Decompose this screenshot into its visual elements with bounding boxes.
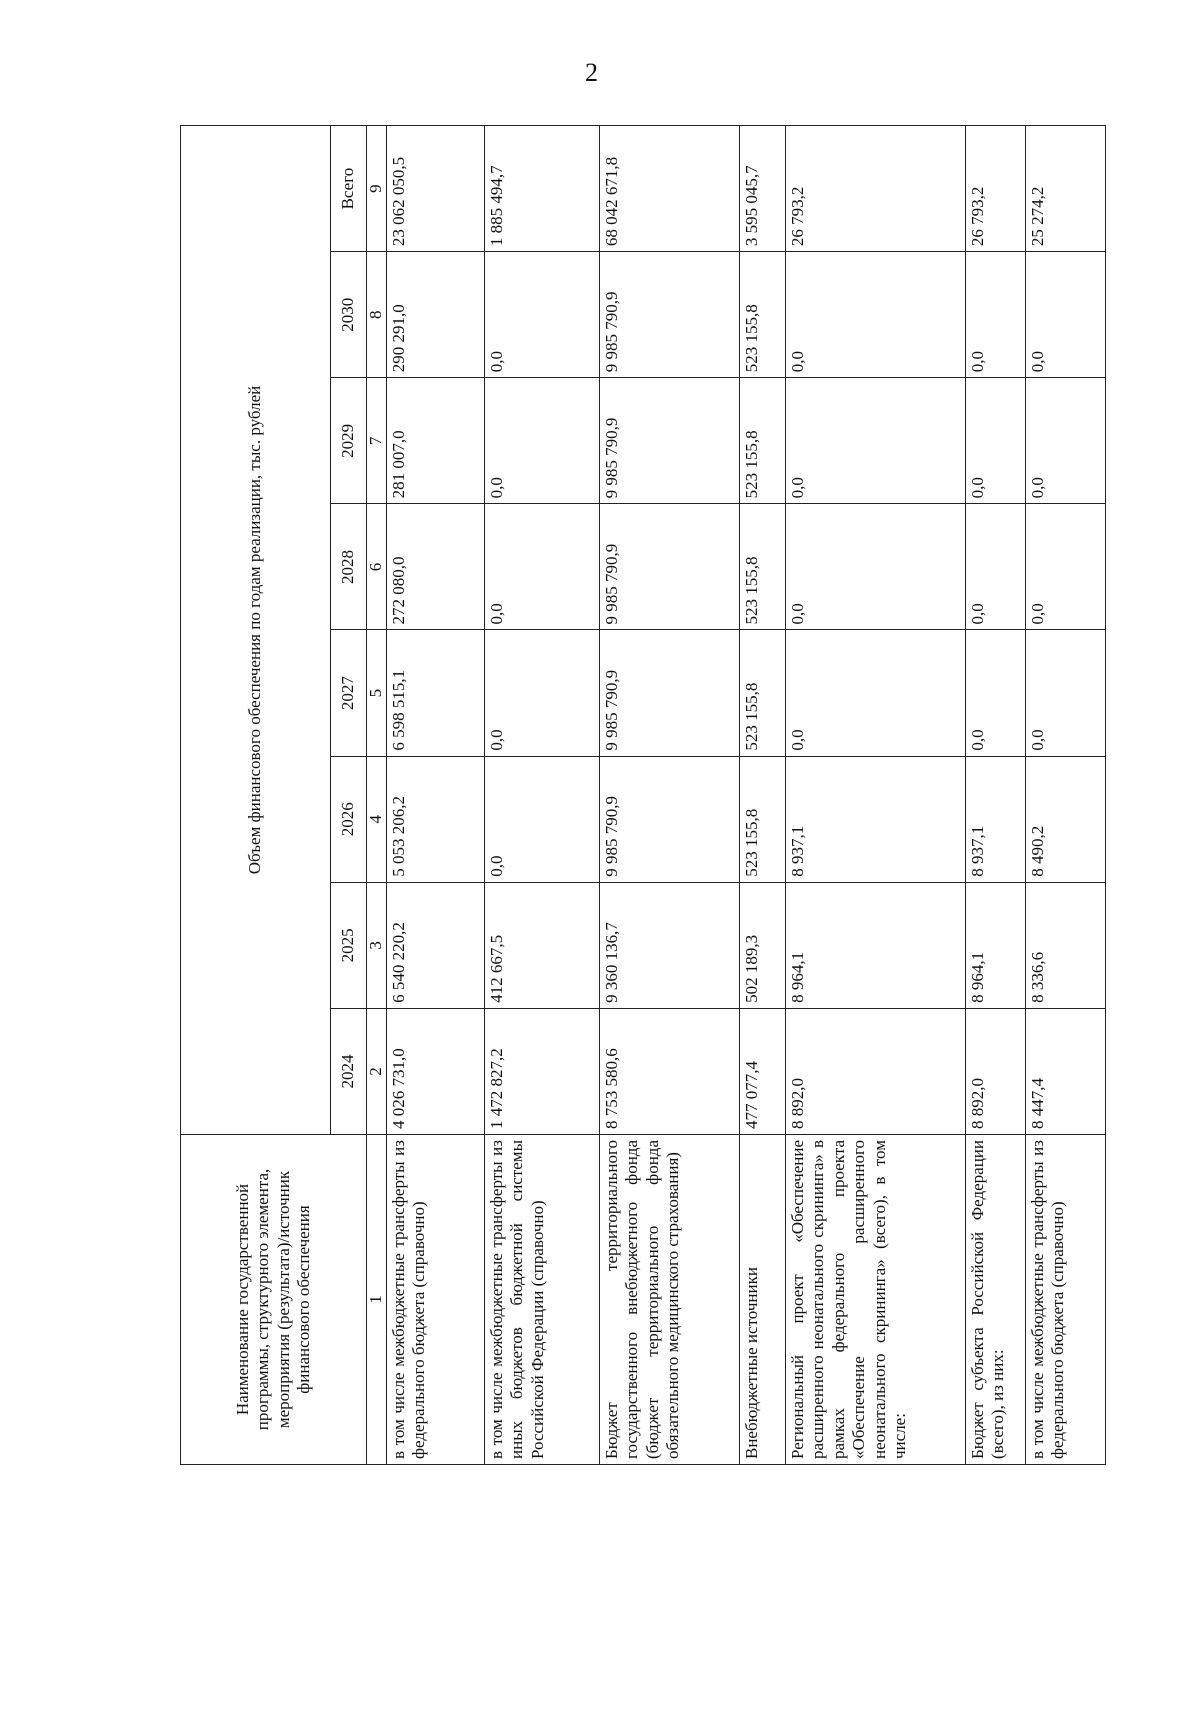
row-value-4: 523 155,8: [740, 504, 786, 630]
row-value-3: 0,0: [485, 630, 600, 756]
row-value-2: 0,0: [485, 756, 600, 882]
header-name-column: Наименование государственной программы, структурного элемента, мероприятия (результата)/источник финансового обеспечения: [181, 1135, 367, 1465]
row-value-7: 26 793,2: [786, 126, 966, 252]
row-value-1: 9 360 136,7: [600, 882, 740, 1008]
header-year-0: 2024: [331, 1008, 367, 1134]
table-row: [966, 126, 1026, 1465]
page-number: 2: [585, 58, 598, 87]
header-year-5: 2029: [331, 378, 367, 504]
row-name: Бюджет субъекта Российской Федерации (всего), из них:: [966, 1135, 1026, 1465]
row-value-0: 8 892,0: [786, 1008, 966, 1134]
row-value-3: 523 155,8: [740, 630, 786, 756]
row-value-1: 412 667,5: [485, 882, 600, 1008]
row-value-0: 8 447,4: [1026, 1008, 1106, 1134]
financing-table: [180, 125, 1106, 1465]
header-year-3: 2027: [331, 630, 367, 756]
row-value-2: 5 053 206,2: [387, 756, 485, 882]
header-year-1: 2025: [331, 882, 367, 1008]
row-value-3: 9 985 790,9: [600, 630, 740, 756]
row-value-6: 0,0: [786, 252, 966, 378]
row-value-7: 3 595 045,7: [740, 126, 786, 252]
header-year-2: 2026: [331, 756, 367, 882]
row-value-7: 25 274,2: [1026, 126, 1106, 252]
row-value-5: 0,0: [485, 378, 600, 504]
column-index-3: 4: [367, 756, 387, 882]
column-index-8: 9: [367, 126, 387, 252]
column-index-1: 2: [367, 1008, 387, 1134]
row-name: в том числе межбюджетные трансферты из федерального бюджета (справочно): [1026, 1135, 1106, 1465]
table-row: [387, 126, 485, 1465]
header-group: Объем финансового обеспечения по годам реализации, тыс. рублей: [181, 126, 331, 1135]
row-value-6: 523 155,8: [740, 252, 786, 378]
row-value-5: 0,0: [966, 378, 1026, 504]
row-value-5: 0,0: [786, 378, 966, 504]
column-index-4: 5: [367, 630, 387, 756]
row-value-3: 0,0: [966, 630, 1026, 756]
row-value-0: 1 472 827,2: [485, 1008, 600, 1134]
row-value-2: 8 937,1: [786, 756, 966, 882]
table-row: [740, 126, 786, 1465]
row-name: Бюджет территориального государственного внебюджетного фонда (бюджет территориального фонда обязательного медицинского страхования): [600, 1135, 740, 1465]
table-row: [1026, 126, 1106, 1465]
row-value-5: 9 985 790,9: [600, 378, 740, 504]
row-value-6: 0,0: [966, 252, 1026, 378]
row-value-4: 9 985 790,9: [600, 504, 740, 630]
row-value-0: 4 026 731,0: [387, 1008, 485, 1134]
table-row: [485, 126, 600, 1465]
row-value-0: 477 077,4: [740, 1008, 786, 1134]
row-value-1: 8 964,1: [966, 882, 1026, 1008]
column-index-7: 8: [367, 252, 387, 378]
row-value-3: 0,0: [1026, 630, 1106, 756]
row-value-3: 0,0: [786, 630, 966, 756]
row-value-6: 0,0: [1026, 252, 1106, 378]
rotated-table-container: [180, 125, 1105, 1465]
column-index-2: 3: [367, 882, 387, 1008]
row-value-1: 6 540 220,2: [387, 882, 485, 1008]
row-value-4: 0,0: [786, 504, 966, 630]
row-name: Внебюджетные источники: [740, 1135, 786, 1465]
row-value-1: 8 964,1: [786, 882, 966, 1008]
row-value-5: 523 155,8: [740, 378, 786, 504]
row-name: в том числе межбюджетные трансферты из иных бюджетов бюджетной системы Российской Федерации (справочно): [485, 1135, 600, 1465]
row-value-2: 8 937,1: [966, 756, 1026, 882]
row-value-5: 281 007,0: [387, 378, 485, 504]
row-value-3: 6 598 515,1: [387, 630, 485, 756]
row-value-6: 9 985 790,9: [600, 252, 740, 378]
table-row: [600, 126, 740, 1465]
row-name: Региональный проект «Обеспечение расширенного неонатального скрининга» в рамках федерального проекта «Обеспечение расширенного неонатального скрининга» (всего), в том числе:: [786, 1135, 966, 1465]
header-year-6: 2030: [331, 252, 367, 378]
row-value-0: 8 892,0: [966, 1008, 1026, 1134]
row-value-7: 68 042 671,8: [600, 126, 740, 252]
row-value-0: 8 753 580,6: [600, 1008, 740, 1134]
row-value-7: 26 793,2: [966, 126, 1026, 252]
row-value-1: 502 189,3: [740, 882, 786, 1008]
table-row: [786, 126, 966, 1465]
column-index-6: 7: [367, 378, 387, 504]
row-value-6: 290 291,0: [387, 252, 485, 378]
row-value-2: 523 155,8: [740, 756, 786, 882]
row-name: в том числе межбюджетные трансферты из федерального бюджета (справочно): [387, 1135, 485, 1465]
row-value-7: 1 885 494,7: [485, 126, 600, 252]
column-index-0: 1: [367, 1135, 387, 1465]
row-value-2: 9 985 790,9: [600, 756, 740, 882]
row-value-4: 0,0: [966, 504, 1026, 630]
row-value-1: 8 336,6: [1026, 882, 1106, 1008]
header-year-4: 2028: [331, 504, 367, 630]
row-value-7: 23 062 050,5: [387, 126, 485, 252]
column-index-5: 6: [367, 504, 387, 630]
row-value-4: 272 080,0: [387, 504, 485, 630]
row-value-6: 0,0: [485, 252, 600, 378]
row-value-5: 0,0: [1026, 378, 1106, 504]
row-value-2: 8 490,2: [1026, 756, 1106, 882]
header-year-7: Всего: [331, 126, 367, 252]
row-value-4: 0,0: [485, 504, 600, 630]
row-value-4: 0,0: [1026, 504, 1106, 630]
